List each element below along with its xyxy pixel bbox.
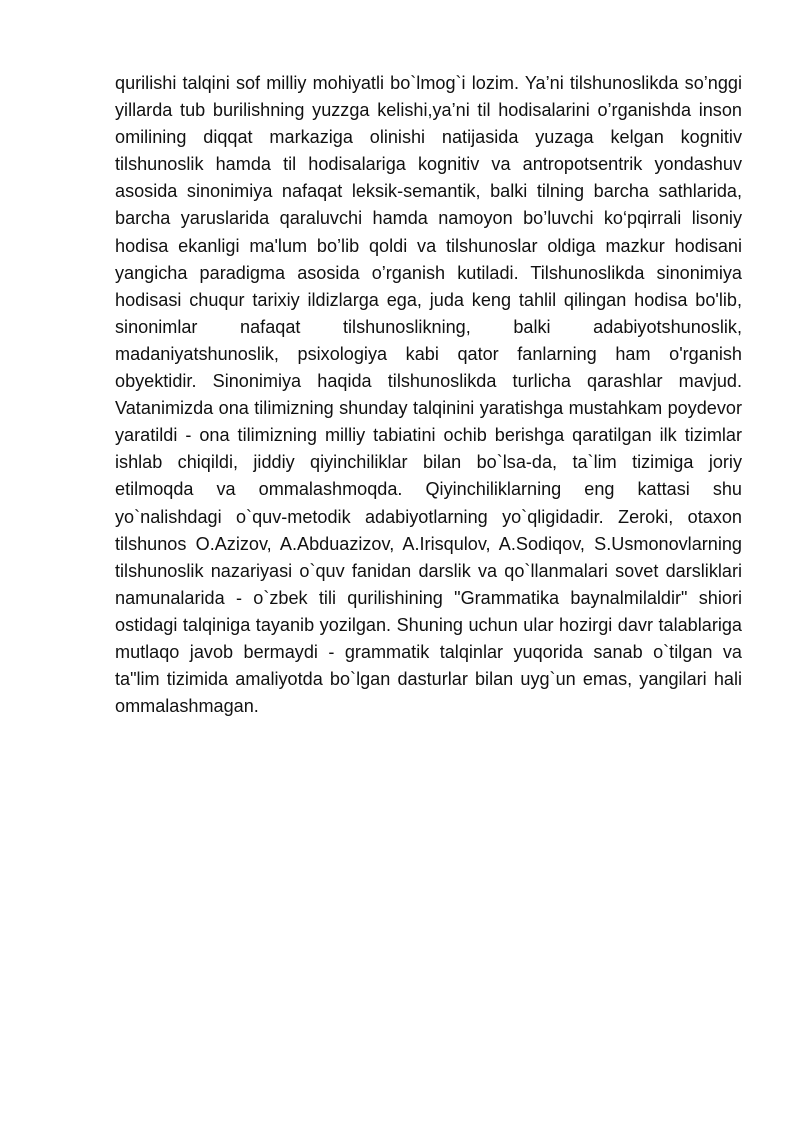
body-paragraph: qurilishi talqini sof milliy mohiyatli bo`lmog`i lozim. Ya’ni tilshunoslikda so’nggi yillarda tub burilishning yuzzga kelishi,ya’ni til hodisalarini o’rganishda inson omilining diqqat markaziga olinishi natijasida yuzaga kelgan kognitiv tilshunoslik hamda til hodisalariga kognitiv va antropotsentrik yondashuv asosida sinonimiya nafaqat leksik-semantik, balki tilning barcha sathlarida, barcha yaruslarida qaraluvchi hamda namoyon bo’luvchi ko‘pqirrali lisoniy hodisa ekanligi ma'lum bo’lib qoldi va tilshunoslar oldiga mazkur hodisani yangicha paradigma asosida o’rganish kutiladi. Tilshunoslikda sinonimiya hodisasi chuqur tarixiy ildizlarga ega, juda keng tahlil qilingan hodisa bo'lib, sinonimlar nafaqat tilshunoslikning, balki adabiyotshunoslik, madaniyatshunoslik, psixologiya kabi qator fanlarning ham o'rganish obyektidir. Sinonimiya haqida tilshunoslikda turlicha qarashlar mavjud. Vatanimizda ona tilimizning shunday talqinini yaratishga mustahkam poydevor yaratildi - ona tilimizning milliy tabiatini ochib berishga qaratilgan ilk tizimlar ishlab chiqildi, jiddiy qiyinchiliklar bilan bo`lsa-da, ta`lim tizimiga joriy etilmoqda va ommalashmoqda. Qiyinchiliklarning eng kattasi shu yo`nalishdagi o`quv-metodik adabiyotlarning yo`qligidadir. Zeroki, otaxon tilshunos O.Azizov, A.Abduazizov, A.Irisqulov, A.Sodiqov, S.Usmonovlarning tilshunoslik nazariyasi o`quv fanidan darslik va qo`llanmalari sovet darsliklari namunalarida - o`zbek tili qurilishining "Grammatika baynalmilaldir" shiori ostidagi talqiniga tayanib yozilgan. Shuning uchun ular hozirgi davr talablariga mutlaqo javob bermaydi - grammatik talqinlar yuqorida sanab o`tilgan va ta"lim tizimida amaliyotda bo`lgan dasturlar bilan uyg`un emas, yangilari hali ommalashmagan.	[115, 73, 742, 717]
